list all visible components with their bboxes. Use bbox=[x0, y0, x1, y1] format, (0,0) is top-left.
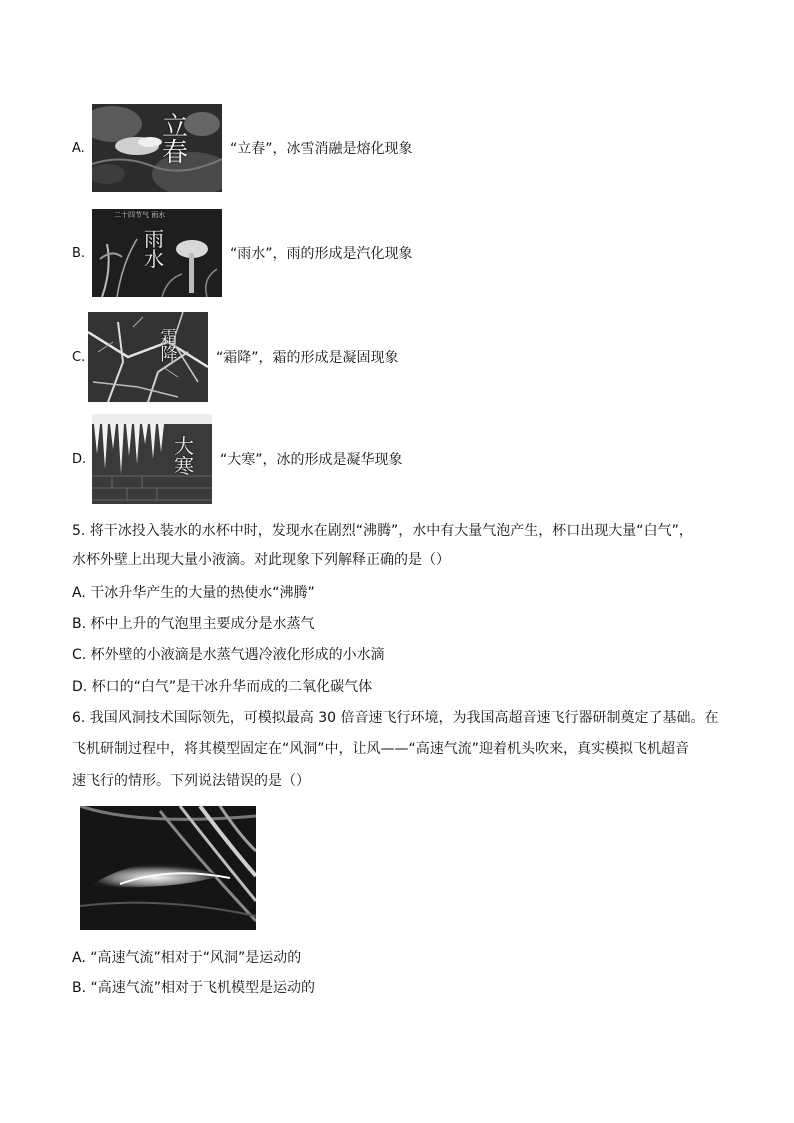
q5-stem-line-1: 5. 将干冰投入装水的水杯中时，发现水在剧烈“沸腾”，水中有大量气泡产生，杯口出现大量“白气”， bbox=[72, 523, 693, 539]
shuangjiang-image bbox=[88, 312, 208, 402]
lichun-image bbox=[92, 104, 222, 192]
option-c bbox=[72, 312, 399, 402]
option-text: “大寒”，冰的形成是凝华现象 bbox=[220, 452, 403, 468]
q5-stem-line-2: 水杯外壁上出现大量小液滴。对此现象下列解释正确的是（） bbox=[72, 552, 450, 568]
q6-stem-line-2: 飞机研制过程中，将其模型固定在“风洞”中，让风——“高速气流”迎着机头吹来，真实模拟飞机超音 bbox=[72, 741, 690, 757]
q5-option-a: A. 干冰升华产生的大量的热使水“沸腾” bbox=[72, 585, 315, 601]
option-text: “立春”，冰雪消融是熔化现象 bbox=[230, 141, 413, 157]
option-letter: B. bbox=[72, 245, 86, 261]
lichun-caption: 立春 bbox=[161, 112, 188, 168]
option-letter: A. bbox=[72, 140, 85, 156]
dahan-image bbox=[92, 414, 212, 504]
option-a bbox=[72, 104, 413, 192]
wind-tunnel-figure bbox=[80, 806, 256, 930]
q6-option-b: B. “高速气流”相对于飞机模型是运动的 bbox=[72, 980, 316, 996]
frost-branch-illustration bbox=[88, 312, 208, 402]
option-letter: D. bbox=[72, 451, 87, 467]
q6-stem-line-3: 速飞行的情形。下列说法错误的是（） bbox=[72, 773, 310, 789]
wind-tunnel-illustration bbox=[80, 806, 256, 930]
snow-melt-illustration bbox=[92, 104, 222, 192]
yushui-caption: 雨水 bbox=[144, 227, 164, 271]
option-text: “霜降”，霜的形成是凝固现象 bbox=[216, 350, 399, 366]
dahan-caption: 大寒 bbox=[174, 434, 194, 478]
q5-option-d: D. 杯口的“白气”是干冰升华而成的二氧化碳气体 bbox=[72, 679, 373, 695]
q5-option-b: B. 杯中上升的气泡里主要成分是水蒸气 bbox=[72, 616, 315, 632]
option-letter: C. bbox=[72, 349, 86, 365]
shuangjiang-caption: 霜降 bbox=[160, 328, 178, 365]
yushui-image bbox=[92, 209, 222, 297]
yushui-banner: 二十四节气 雨水 bbox=[114, 211, 166, 219]
option-d bbox=[72, 414, 403, 504]
q5-option-c: C. 杯外壁的小液滴是水蒸气遇冷液化形成的小水滴 bbox=[72, 647, 385, 663]
q6-option-a: A. “高速气流”相对于“风洞”是运动的 bbox=[72, 950, 302, 966]
q6-stem-line-1: 6. 我国风洞技术国际领先，可模拟最高 30 倍音速飞行环境，为我国高超音速飞行器研制奠定了基础。在 bbox=[72, 710, 719, 726]
option-b bbox=[72, 209, 413, 297]
option-text: “雨水”，雨的形成是汽化现象 bbox=[230, 246, 413, 262]
